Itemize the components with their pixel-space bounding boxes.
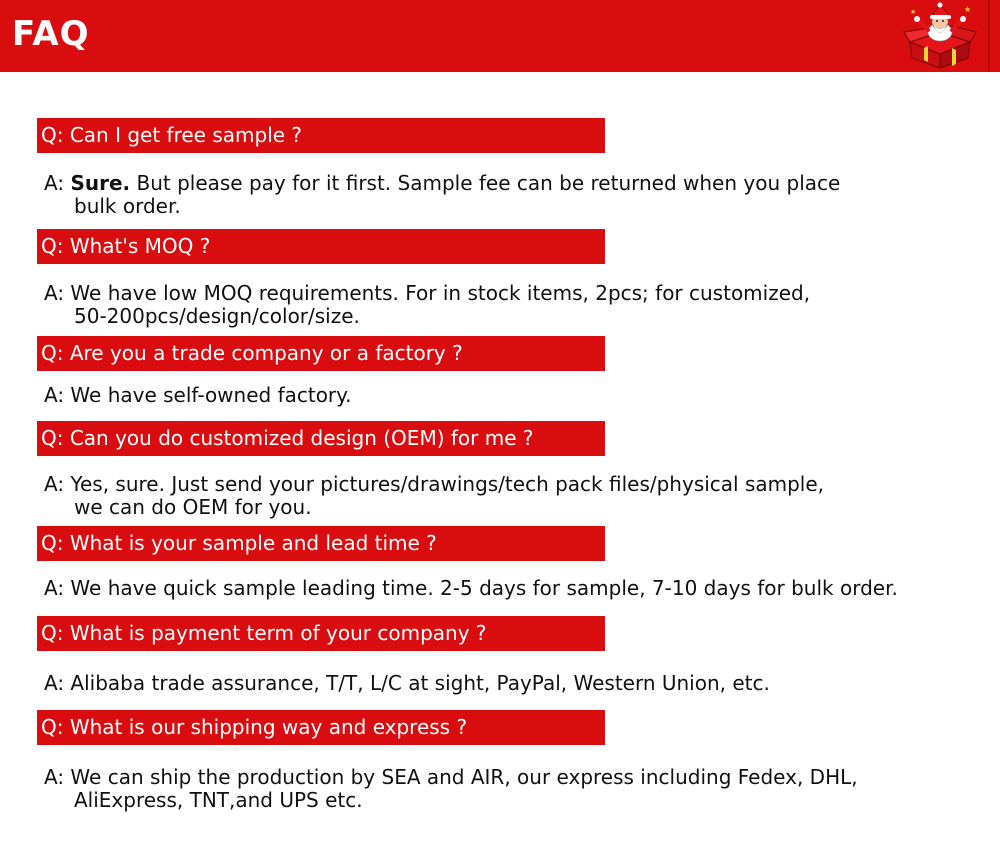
- faq-answer-4: [44, 473, 984, 519]
- faq-question-5: Q: What is your sample and lead time ?: [37, 526, 605, 561]
- page-title: FAQ: [12, 14, 90, 54]
- faq-answer-3: [44, 384, 984, 407]
- answer-continuation: bulk order.: [74, 194, 181, 218]
- answer-text: A: We can ship the production by SEA and AIR, our express including Fedex, DHL,: [44, 765, 858, 789]
- answer-text: A: Alibaba trade assurance, T/T, L/C at sight, PayPal, Western Union, etc.: [44, 671, 770, 695]
- answer-prefix: A:: [44, 171, 71, 195]
- faq-question-7: Q: What is our shipping way and express ?: [37, 710, 605, 745]
- header-divider: [988, 0, 990, 72]
- answer-text: A: We have quick sample leading time. 2-5 days for sample, 7-10 days for bulk order.: [44, 576, 898, 600]
- faq-answer-1: [44, 172, 984, 218]
- answer-text: A: We have self-owned factory.: [44, 383, 352, 407]
- svg-text:★: ★: [964, 5, 972, 14]
- santa-gift-box-icon: [900, 2, 980, 70]
- faq-answer-2: [44, 282, 984, 328]
- svg-text:★: ★: [910, 8, 917, 16]
- faq-header-banner: [0, 0, 1000, 73]
- faq-question-1: Q: Can I get free sample ?: [37, 118, 605, 153]
- answer-continuation: 50-200pcs/design/color/size.: [74, 304, 360, 328]
- faq-answer-6: [44, 672, 984, 695]
- faq-answer-7: [44, 766, 984, 812]
- answer-continuation: we can do OEM for you.: [74, 495, 312, 519]
- answer-text: But please pay for it first. Sample fee can be returned when you place: [130, 171, 841, 195]
- faq-question-6: Q: What is payment term of your company ?: [37, 616, 605, 651]
- faq-question-3: Q: Are you a trade company or a factory ?: [37, 336, 605, 371]
- faq-question-2: Q: What's MOQ ?: [37, 229, 605, 264]
- faq-answer-5: [44, 577, 984, 600]
- answer-text: A: We have low MOQ requirements. For in stock items, 2pcs; for customized,: [44, 281, 811, 305]
- answer-emphasis: Sure.: [70, 171, 131, 195]
- answer-line: [44, 172, 984, 195]
- faq-question-4: Q: Can you do customized design (OEM) for me ?: [37, 421, 605, 456]
- answer-text: A: Yes, sure. Just send your pictures/drawings/tech pack files/physical sample,: [44, 472, 825, 496]
- answer-continuation: AliExpress, TNT,and UPS etc.: [74, 788, 363, 812]
